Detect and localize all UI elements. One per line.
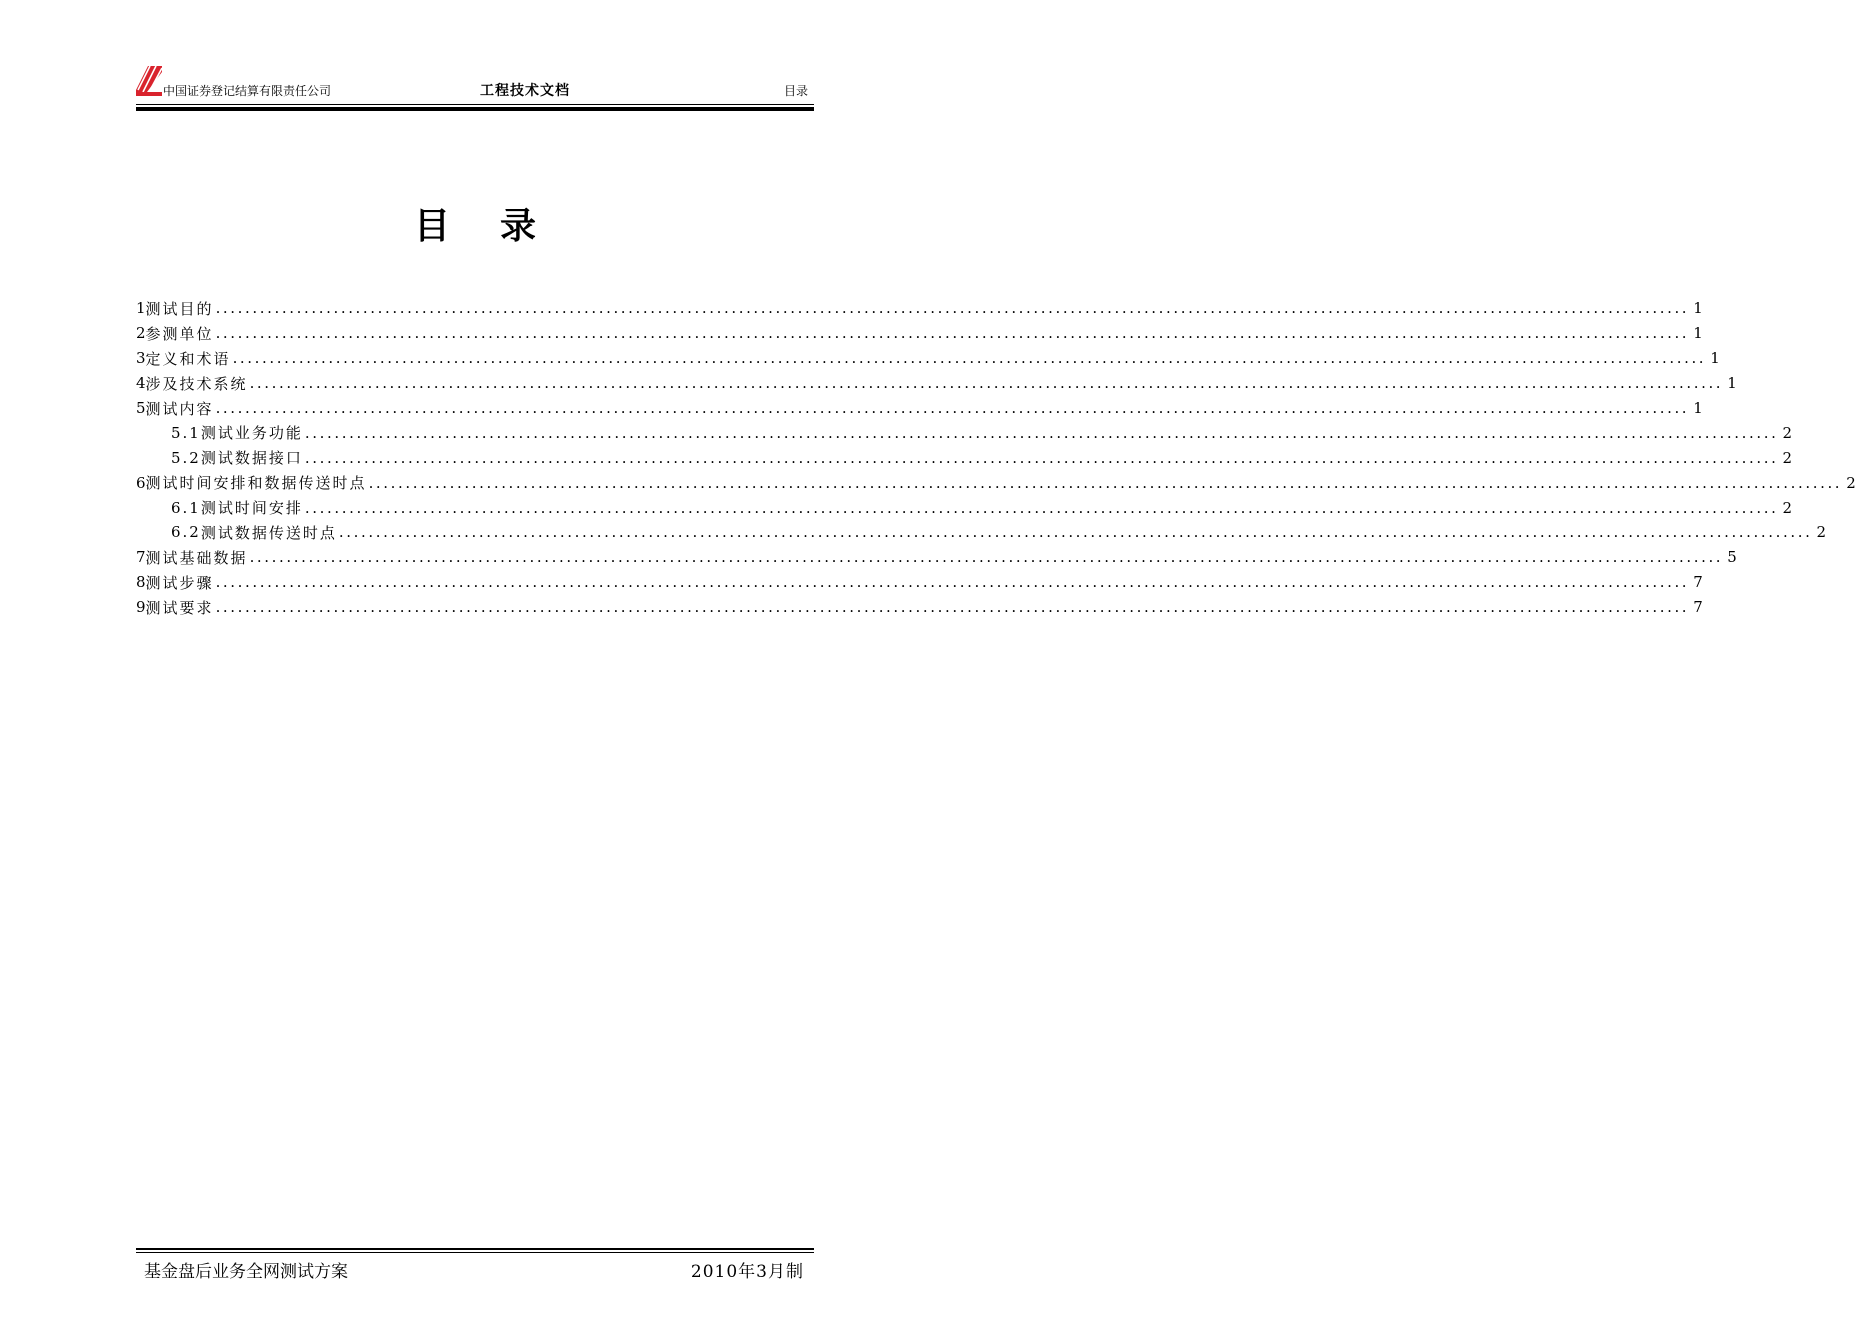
toc-entry[interactable] [136,520,1827,545]
toc-entry-page: 1 [1727,374,1737,393]
toc-entry-number: 8 [136,573,146,592]
toc-entry-page: 1 [1693,399,1703,417]
toc-entry-title: 参测单位 [145,324,214,343]
toc-dot-leader: ........................................................................................................................................................................................................ [215,324,1690,343]
toc-entry-number: 6 [136,473,146,492]
toc-entry[interactable] [136,470,1856,495]
toc-entry[interactable] [136,396,1703,421]
toc-entry-page: 7 [1693,598,1703,617]
toc-entry-title: 定义和术语 [145,349,231,368]
toc-entry-title: 涉及技术系统 [145,374,248,393]
toc-entry-page: 1 [1710,349,1720,368]
toc-dot-leader: ........................................................................................................................................................................................................ [249,548,1724,567]
toc-entry-page: 1 [1693,324,1703,343]
toc-dot-leader: ........................................................................................................................................................................................................ [304,423,1779,442]
toc-entry[interactable] [136,420,1793,445]
toc-entry-number: 7 [136,548,146,567]
toc-entry-number: 1 [136,299,146,318]
toc-dot-leader: ........................................................................................................................................................................................................ [215,399,1690,417]
toc-entry-number: 5.2 [171,448,201,467]
footer-rule-thin [136,1252,814,1253]
toc-entry-title: 测试数据传送时点 [200,523,337,542]
toc-dot-leader: ........................................................................................................................................................................................................ [215,299,1690,318]
page-header [136,66,814,112]
header-rule-thick [136,107,814,111]
toc-entry-title: 测试数据接口 [200,449,303,468]
toc-dot-leader: ........................................................................................................................................................................................................ [338,523,1813,542]
toc-entry-number: 2 [136,324,146,343]
toc-entry-page: 2 [1782,498,1793,517]
toc-entry[interactable] [136,346,1720,371]
toc-entry[interactable] [136,371,1737,396]
toc-entry-title: 测试基础数据 [145,548,248,567]
toc-dot-leader: ........................................................................................................................................................................................................ [215,573,1690,592]
toc-entry-number: 3 [136,349,146,368]
toc-entry-number: 5 [136,399,146,417]
header-rule-thin [136,104,814,105]
toc-entry-page: 7 [1693,573,1703,592]
toc-entry-page: 1 [1693,299,1703,318]
toc-entry-title: 测试内容 [145,399,214,418]
toc-dot-leader: ........................................................................................................................................................................................................ [368,473,1843,492]
document-name: 基金盘后业务全网测试方案 [144,1262,348,1282]
header-section-name: 目录 [783,84,808,98]
toc-entry[interactable] [136,570,1703,595]
toc-entry-number: 6.2 [171,523,201,542]
toc-entry-page: 5 [1727,548,1737,567]
page-title: 目录 [413,206,586,247]
toc-entry[interactable] [136,321,1703,346]
toc-entry[interactable] [136,495,1793,520]
toc-entry-title: 测试时间安排 [200,499,303,518]
toc-entry-title: 测试时间安排和数据传送时点 [145,474,367,493]
toc-entry-number: 5.1 [171,423,201,442]
toc-entry-title: 测试步骤 [145,573,214,592]
toc-dot-leader: ........................................................................................................................................................................................................ [249,374,1724,393]
toc-dot-leader: ........................................................................................................................................................................................................ [215,598,1690,617]
table-of-contents [136,296,1856,620]
toc-entry[interactable] [136,545,1737,570]
toc-dot-leader: ........................................................................................................................................................................................................ [304,498,1779,517]
toc-entry-title: 测试目的 [145,299,214,318]
toc-entry-title: 测试业务功能 [200,424,303,443]
toc-entry[interactable] [136,445,1793,470]
toc-entry-page: 2 [1846,473,1856,492]
toc-entry[interactable] [136,595,1703,620]
toc-entry-page: 2 [1782,423,1793,442]
document-date: 2010年3月制 [690,1262,804,1282]
document-type: 工程技术文档 [480,83,570,99]
footer-rule-thick [136,1248,814,1250]
toc-entry-number: 6.1 [171,498,201,517]
toc-entry[interactable] [136,296,1703,321]
toc-entry-number: 9 [136,598,146,617]
toc-dot-leader: ........................................................................................................................................................................................................ [304,448,1779,467]
company-logo-icon [136,66,162,96]
toc-entry-number: 4 [136,374,146,393]
toc-entry-page: 2 [1782,448,1793,467]
toc-entry-title: 测试要求 [145,598,214,617]
company-name: 中国证券登记结算有限责任公司 [163,84,332,98]
toc-dot-leader: ........................................................................................................................................................................................................ [232,349,1707,368]
toc-entry-page: 2 [1816,523,1827,542]
